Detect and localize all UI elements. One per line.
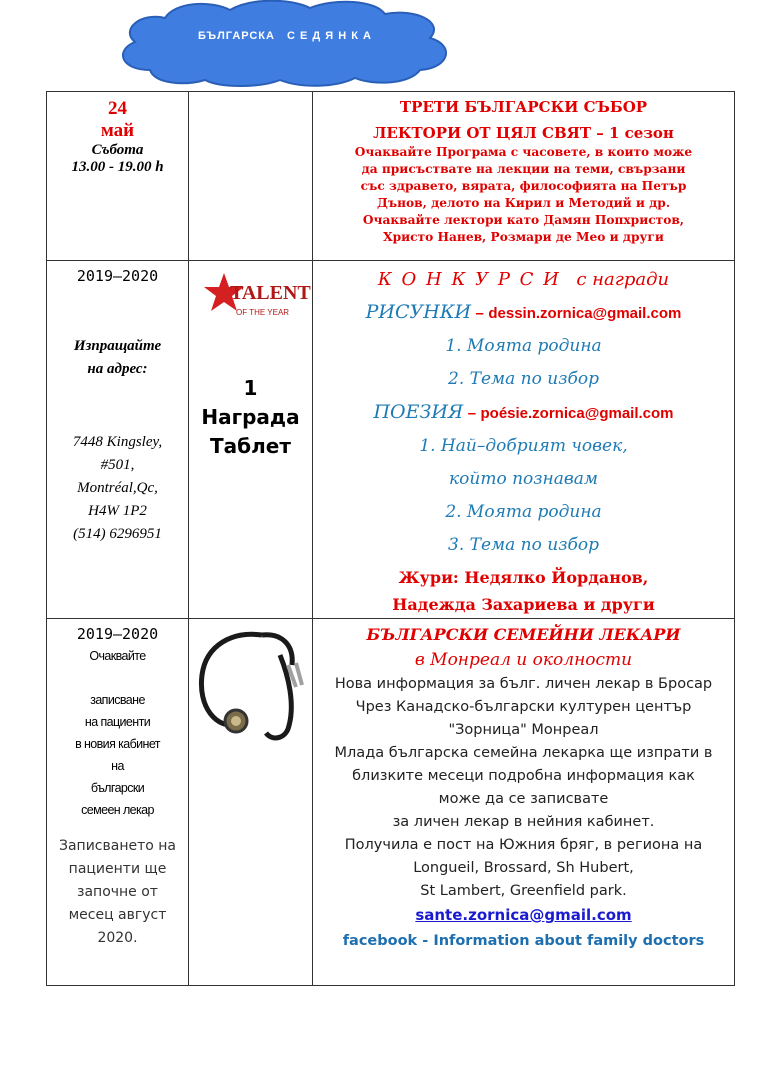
event-body-line: Очаквайте Програма с часовете, в които може <box>354 145 693 159</box>
address-line: H4W 1P2 <box>88 503 147 519</box>
banner-title: БЪЛГАРСКА С Е Д Я Н К А <box>198 30 372 42</box>
event-title-line1: ТРЕТИ БЪЛГАРСКИ СЪБОР <box>399 98 648 116</box>
doctors-email-link[interactable]: sante.zornica@gmail.com <box>415 906 632 924</box>
drawings-item: 2. Тема по избор <box>448 369 599 389</box>
doctors-left-line: български <box>90 781 145 795</box>
doctors-note-line: 2020. <box>97 930 138 946</box>
doctors-subheading: в Монреал и околности <box>414 650 633 670</box>
event-row <box>47 92 735 261</box>
jury-line: Надежда Захариева и други <box>392 595 655 614</box>
talent-logo <box>206 269 311 327</box>
prize-label: Награда <box>201 405 300 429</box>
doctors-left-line: семеен лекар <box>81 803 154 817</box>
event-body-line: Дънов, делото на Кирил и Методий и др. <box>376 196 671 210</box>
doctors-body-line: Получила е пост на Южния бряг, в региона на <box>344 837 703 853</box>
address-line: 7448 Kingsley, <box>72 434 163 450</box>
doctors-left-line: в новия кабинет <box>75 737 160 751</box>
doctors-body-line: може да се записвате <box>438 791 609 807</box>
doctors-body-line: Чрез Канадско-български културен център <box>355 699 692 715</box>
event-weekday: Събота <box>91 142 144 158</box>
doctors-note-line: месец август <box>68 907 167 923</box>
drawings-email[interactable]: dessin.zornica@gmail.com <box>488 305 682 322</box>
contest-info-cell <box>47 261 189 619</box>
address-line: (514) 6296951 <box>73 526 162 542</box>
prize-number: 1 <box>243 376 258 400</box>
event-body-line: Очаквайте лектори като Дамян Попхристов, <box>362 213 685 227</box>
contest-year: 2019–2020 <box>76 267 159 285</box>
doctors-details-cell <box>313 619 735 986</box>
jury-line: Жури: Недялко Йорданов, <box>398 568 649 587</box>
doctors-body-line: близките месеци подробна информация как <box>352 768 695 784</box>
facebook-link[interactable]: facebook - Information about family doctors <box>342 933 705 949</box>
doctors-body-line: за личен лекар в нейния кабинет. <box>392 814 655 830</box>
prize-label: Таблет <box>210 434 291 458</box>
event-body-line: със здравето, вярата, философията на Петър <box>360 179 687 193</box>
doctors-note-line: пациенти ще <box>68 861 167 877</box>
contest-row <box>47 261 735 619</box>
logo-text: TALENT <box>229 282 311 304</box>
doctors-heading: БЪЛГАРСКИ СЕМЕЙНИ ЛЕКАРИ <box>366 625 681 644</box>
drawings-item: 1. Моята родина <box>445 336 602 356</box>
event-description-cell <box>313 92 735 261</box>
logo-sub: OF THE YEAR <box>235 308 289 317</box>
doctors-image-cell <box>189 619 313 986</box>
send-label: Изпращайте <box>73 338 162 354</box>
address-line: Montréal,Qc, <box>77 480 158 496</box>
schedule-table <box>46 91 735 986</box>
poetry-item: 2. Моята родина <box>445 502 602 522</box>
doctors-body-line: Longueil, Brossard, Sh Hubert, <box>413 860 634 876</box>
event-time: 13.00 - 19.00 h <box>71 159 164 175</box>
poetry-item: 3. Тема по избор <box>448 535 599 555</box>
event-body-line: да присъствате на лекции на теми, свързани <box>361 162 686 176</box>
doctors-left-line: на <box>111 759 124 773</box>
doctors-body-line: St Lambert, Greenfield park. <box>420 883 627 899</box>
poetry-item: 1. Най–добрият човек, <box>419 436 628 456</box>
doctors-left-line: на пациенти <box>84 715 151 729</box>
contest-details-cell <box>313 261 735 619</box>
doctors-left-line <box>47 667 188 689</box>
doctors-body-line: "Зорница" Монреал <box>448 722 599 738</box>
send-label: на адрес: <box>87 361 148 377</box>
poetry-email[interactable]: poésie.zornica@gmail.com <box>480 405 674 422</box>
contest-heading: К О Н К У Р С И с награди <box>377 269 670 290</box>
event-body-line: Христо Нанев, Розмари де Мео и други <box>383 230 664 244</box>
doctors-note-line: Записването на <box>58 838 176 854</box>
doctors-body-line: Млада българска семейна лекарка ще изпрати в <box>334 745 713 761</box>
event-month: май <box>100 120 135 141</box>
poetry-item: който познавам <box>448 469 598 489</box>
doctors-left-line: записване <box>90 693 145 707</box>
doctors-info-cell <box>47 619 189 986</box>
doctors-row <box>47 619 735 986</box>
drawings-line: РИСУНКИ – dessin.zornica@gmail.com <box>365 301 682 323</box>
doctors-note-line: започне от <box>77 884 158 900</box>
contest-prize-cell <box>189 261 313 619</box>
address-line: #501, <box>100 457 135 473</box>
doctors-body-line: Нова информация за бълг. личен лекар в Бросар <box>334 676 713 692</box>
doctors-year: 2019–2020 <box>76 625 159 643</box>
event-date-cell <box>47 92 189 261</box>
event-empty-cell <box>189 92 313 261</box>
event-day: 24 <box>108 98 127 119</box>
doctors-left-line: Очаквайте <box>89 649 146 663</box>
cloud-banner <box>110 0 460 88</box>
poetry-line: ПОЕЗИЯ – poésie.zornica@gmail.com <box>373 401 674 423</box>
stethoscope-icon <box>192 625 310 745</box>
event-title-line2: ЛЕКТОРИ ОТ ЦЯЛ СВЯТ – 1 сезон <box>373 124 674 142</box>
